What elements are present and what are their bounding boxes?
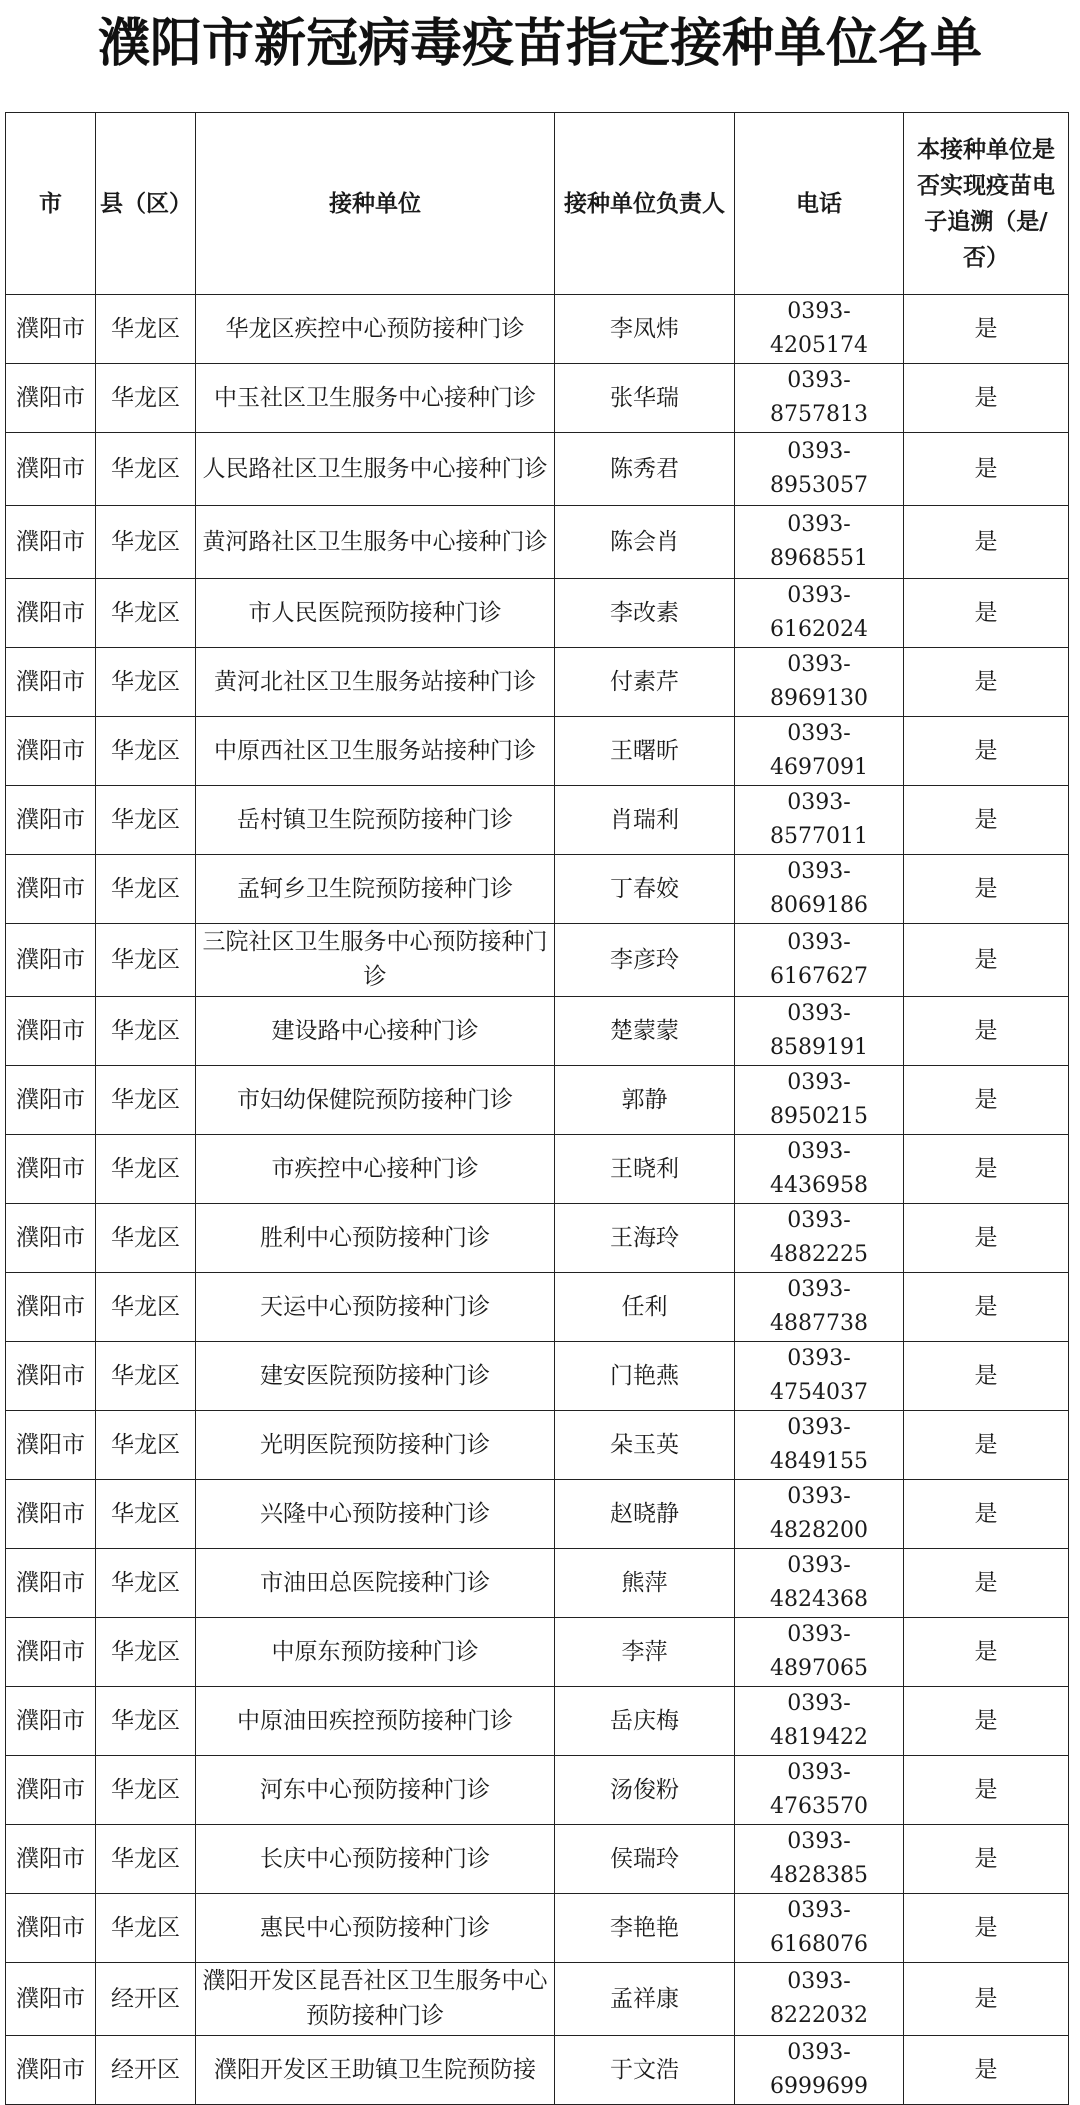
cell-traced: 是 — [904, 2036, 1069, 2105]
cell-district: 经开区 — [96, 1963, 196, 2036]
cell-city: 濮阳市 — [6, 997, 96, 1066]
cell-person: 陈秀君 — [555, 433, 735, 506]
cell-unit: 岳村镇卫生院预防接种门诊 — [196, 786, 555, 855]
cell-traced: 是 — [904, 1135, 1069, 1204]
header-unit: 接种单位 — [196, 113, 555, 295]
table-row — [6, 924, 1069, 997]
table-row — [6, 855, 1069, 924]
table-row — [6, 1411, 1069, 1480]
table-row — [6, 2036, 1069, 2105]
header-traced: 本接种单位是否实现疫苗电子追溯（是/否） — [904, 113, 1069, 295]
cell-person: 李艳艳 — [555, 1894, 735, 1963]
cell-district: 华龙区 — [96, 579, 196, 648]
cell-district: 华龙区 — [96, 1411, 196, 1480]
cell-unit: 兴隆中心预防接种门诊 — [196, 1480, 555, 1549]
cell-traced: 是 — [904, 717, 1069, 786]
cell-city: 濮阳市 — [6, 1549, 96, 1618]
table-row — [6, 648, 1069, 717]
cell-district: 华龙区 — [96, 648, 196, 717]
cell-person: 李凤炜 — [555, 295, 735, 364]
cell-unit: 惠民中心预防接种门诊 — [196, 1894, 555, 1963]
cell-district: 华龙区 — [96, 506, 196, 579]
cell-person: 赵晓静 — [555, 1480, 735, 1549]
cell-phone: 0393-4882225 — [735, 1204, 904, 1273]
cell-traced: 是 — [904, 364, 1069, 433]
cell-person: 付素芹 — [555, 648, 735, 717]
cell-phone: 0393-8950215 — [735, 1066, 904, 1135]
cell-district: 华龙区 — [96, 1756, 196, 1825]
cell-district: 华龙区 — [96, 1066, 196, 1135]
cell-city: 濮阳市 — [6, 1411, 96, 1480]
cell-traced: 是 — [904, 1894, 1069, 1963]
cell-city: 濮阳市 — [6, 295, 96, 364]
cell-city: 濮阳市 — [6, 1687, 96, 1756]
cell-phone: 0393-4763570 — [735, 1756, 904, 1825]
cell-district: 华龙区 — [96, 433, 196, 506]
cell-person: 李彦玲 — [555, 924, 735, 997]
header-phone: 电话 — [735, 113, 904, 295]
cell-district: 经开区 — [96, 2036, 196, 2105]
cell-district: 华龙区 — [96, 1135, 196, 1204]
cell-phone: 0393-6999699 — [735, 2036, 904, 2105]
cell-phone: 0393-6167627 — [735, 924, 904, 997]
header-city: 市 — [6, 113, 96, 295]
cell-phone: 0393-6168076 — [735, 1894, 904, 1963]
cell-district: 华龙区 — [96, 1687, 196, 1756]
cell-person: 楚蒙蒙 — [555, 997, 735, 1066]
cell-person: 李萍 — [555, 1618, 735, 1687]
cell-phone: 0393-4824368 — [735, 1549, 904, 1618]
cell-unit: 三院社区卫生服务中心预防接种门诊 — [196, 924, 555, 997]
cell-city: 濮阳市 — [6, 1273, 96, 1342]
cell-traced: 是 — [904, 855, 1069, 924]
cell-traced: 是 — [904, 648, 1069, 717]
cell-person: 陈会肖 — [555, 506, 735, 579]
cell-city: 濮阳市 — [6, 2036, 96, 2105]
cell-phone: 0393-4819422 — [735, 1687, 904, 1756]
cell-unit: 华龙区疾控中心预防接种门诊 — [196, 295, 555, 364]
cell-city: 濮阳市 — [6, 786, 96, 855]
cell-district: 华龙区 — [96, 855, 196, 924]
cell-traced: 是 — [904, 1204, 1069, 1273]
table-row — [6, 1066, 1069, 1135]
cell-traced: 是 — [904, 1411, 1069, 1480]
table-row — [6, 1825, 1069, 1894]
cell-unit: 天运中心预防接种门诊 — [196, 1273, 555, 1342]
cell-district: 华龙区 — [96, 1342, 196, 1411]
cell-traced: 是 — [904, 433, 1069, 506]
cell-person: 丁春姣 — [555, 855, 735, 924]
cell-unit: 建设路中心接种门诊 — [196, 997, 555, 1066]
cell-person: 王曙昕 — [555, 717, 735, 786]
cell-traced: 是 — [904, 1825, 1069, 1894]
cell-city: 濮阳市 — [6, 1825, 96, 1894]
table-row — [6, 1204, 1069, 1273]
cell-traced: 是 — [904, 295, 1069, 364]
table-row — [6, 1480, 1069, 1549]
cell-traced: 是 — [904, 1273, 1069, 1342]
cell-district: 华龙区 — [96, 717, 196, 786]
cell-district: 华龙区 — [96, 1618, 196, 1687]
cell-phone: 0393-4897065 — [735, 1618, 904, 1687]
table-row — [6, 433, 1069, 506]
cell-person: 门艳燕 — [555, 1342, 735, 1411]
vaccination-units-table — [5, 112, 1069, 2105]
table-row — [6, 997, 1069, 1066]
cell-district: 华龙区 — [96, 1825, 196, 1894]
cell-district: 华龙区 — [96, 364, 196, 433]
cell-phone: 0393-4697091 — [735, 717, 904, 786]
cell-phone: 0393-4828385 — [735, 1825, 904, 1894]
cell-traced: 是 — [904, 1549, 1069, 1618]
cell-phone: 0393-4887738 — [735, 1273, 904, 1342]
cell-traced: 是 — [904, 1480, 1069, 1549]
cell-city: 濮阳市 — [6, 579, 96, 648]
cell-city: 濮阳市 — [6, 1066, 96, 1135]
cell-phone: 0393-4754037 — [735, 1342, 904, 1411]
cell-city: 濮阳市 — [6, 1204, 96, 1273]
cell-phone: 0393-8577011 — [735, 786, 904, 855]
table-row — [6, 364, 1069, 433]
cell-district: 华龙区 — [96, 1273, 196, 1342]
cell-phone: 0393-4436958 — [735, 1135, 904, 1204]
cell-person: 汤俊粉 — [555, 1756, 735, 1825]
cell-city: 濮阳市 — [6, 1963, 96, 2036]
cell-phone: 0393-8069186 — [735, 855, 904, 924]
cell-unit: 建安医院预防接种门诊 — [196, 1342, 555, 1411]
table-row — [6, 1618, 1069, 1687]
cell-district: 华龙区 — [96, 1549, 196, 1618]
page-title: 濮阳市新冠病毒疫苗指定接种单位名单 — [97, 14, 982, 74]
cell-unit: 河东中心预防接种门诊 — [196, 1756, 555, 1825]
cell-phone: 0393-8969130 — [735, 648, 904, 717]
cell-city: 濮阳市 — [6, 1342, 96, 1411]
cell-person: 肖瑞利 — [555, 786, 735, 855]
cell-district: 华龙区 — [96, 1480, 196, 1549]
cell-phone: 0393-8953057 — [735, 433, 904, 506]
cell-city: 濮阳市 — [6, 506, 96, 579]
cell-person: 王海玲 — [555, 1204, 735, 1273]
cell-traced: 是 — [904, 786, 1069, 855]
cell-unit: 中玉社区卫生服务中心接种门诊 — [196, 364, 555, 433]
cell-unit: 市人民医院预防接种门诊 — [196, 579, 555, 648]
cell-traced: 是 — [904, 506, 1069, 579]
cell-person: 任利 — [555, 1273, 735, 1342]
cell-unit: 濮阳开发区昆吾社区卫生服务中心预防接种门诊 — [196, 1963, 555, 2036]
cell-person: 张华瑞 — [555, 364, 735, 433]
cell-unit: 中原西社区卫生服务站接种门诊 — [196, 717, 555, 786]
cell-unit: 黄河路社区卫生服务中心接种门诊 — [196, 506, 555, 579]
cell-person: 熊萍 — [555, 1549, 735, 1618]
cell-person: 岳庆梅 — [555, 1687, 735, 1756]
cell-city: 濮阳市 — [6, 1480, 96, 1549]
cell-city: 濮阳市 — [6, 1618, 96, 1687]
cell-unit: 濮阳开发区王助镇卫生院预防接 — [196, 2036, 555, 2105]
cell-phone: 0393-8968551 — [735, 506, 904, 579]
cell-traced: 是 — [904, 1687, 1069, 1756]
cell-person: 侯瑞玲 — [555, 1825, 735, 1894]
cell-unit: 市油田总医院接种门诊 — [196, 1549, 555, 1618]
cell-traced: 是 — [904, 1756, 1069, 1825]
table-row — [6, 1342, 1069, 1411]
table-header-row — [6, 113, 1069, 295]
cell-district: 华龙区 — [96, 997, 196, 1066]
cell-phone: 0393-4849155 — [735, 1411, 904, 1480]
cell-unit: 胜利中心预防接种门诊 — [196, 1204, 555, 1273]
cell-unit: 人民路社区卫生服务中心接种门诊 — [196, 433, 555, 506]
table-row — [6, 1273, 1069, 1342]
cell-district: 华龙区 — [96, 1204, 196, 1273]
cell-city: 濮阳市 — [6, 717, 96, 786]
cell-person: 郭静 — [555, 1066, 735, 1135]
table-row — [6, 1756, 1069, 1825]
cell-unit: 市妇幼保健院预防接种门诊 — [196, 1066, 555, 1135]
cell-phone: 0393-8222032 — [735, 1963, 904, 2036]
cell-traced: 是 — [904, 1342, 1069, 1411]
table-row — [6, 1894, 1069, 1963]
cell-traced: 是 — [904, 997, 1069, 1066]
cell-city: 濮阳市 — [6, 1135, 96, 1204]
cell-unit: 光明医院预防接种门诊 — [196, 1411, 555, 1480]
cell-person: 于文浩 — [555, 2036, 735, 2105]
cell-phone: 0393-6162024 — [735, 579, 904, 648]
table-row — [6, 1135, 1069, 1204]
table-row — [6, 295, 1069, 364]
cell-unit: 黄河北社区卫生服务站接种门诊 — [196, 648, 555, 717]
cell-unit: 中原油田疾控预防接种门诊 — [196, 1687, 555, 1756]
cell-city: 濮阳市 — [6, 364, 96, 433]
cell-district: 华龙区 — [96, 1894, 196, 1963]
cell-city: 濮阳市 — [6, 433, 96, 506]
cell-phone: 0393-8757813 — [735, 364, 904, 433]
cell-person: 朵玉英 — [555, 1411, 735, 1480]
cell-traced: 是 — [904, 1618, 1069, 1687]
cell-city: 濮阳市 — [6, 1756, 96, 1825]
cell-unit: 长庆中心预防接种门诊 — [196, 1825, 555, 1894]
cell-unit: 中原东预防接种门诊 — [196, 1618, 555, 1687]
cell-district: 华龙区 — [96, 786, 196, 855]
header-district: 县（区） — [96, 113, 196, 295]
cell-city: 濮阳市 — [6, 855, 96, 924]
cell-district: 华龙区 — [96, 924, 196, 997]
cell-unit: 孟轲乡卫生院预防接种门诊 — [196, 855, 555, 924]
table-row — [6, 579, 1069, 648]
cell-unit: 市疾控中心接种门诊 — [196, 1135, 555, 1204]
cell-person: 李改素 — [555, 579, 735, 648]
table-row — [6, 506, 1069, 579]
cell-city: 濮阳市 — [6, 1894, 96, 1963]
table-row — [6, 1963, 1069, 2036]
cell-person: 孟祥康 — [555, 1963, 735, 2036]
cell-phone: 0393-4828200 — [735, 1480, 904, 1549]
cell-phone: 0393-4205174 — [735, 295, 904, 364]
cell-traced: 是 — [904, 1066, 1069, 1135]
cell-traced: 是 — [904, 924, 1069, 997]
cell-city: 濮阳市 — [6, 924, 96, 997]
table-row — [6, 717, 1069, 786]
cell-traced: 是 — [904, 579, 1069, 648]
cell-traced: 是 — [904, 1963, 1069, 2036]
table-row — [6, 1549, 1069, 1618]
cell-city: 濮阳市 — [6, 648, 96, 717]
table-row — [6, 786, 1069, 855]
cell-person: 王晓利 — [555, 1135, 735, 1204]
cell-phone: 0393-8589191 — [735, 997, 904, 1066]
table-row — [6, 1687, 1069, 1756]
cell-district: 华龙区 — [96, 295, 196, 364]
header-person: 接种单位负责人 — [555, 113, 735, 295]
